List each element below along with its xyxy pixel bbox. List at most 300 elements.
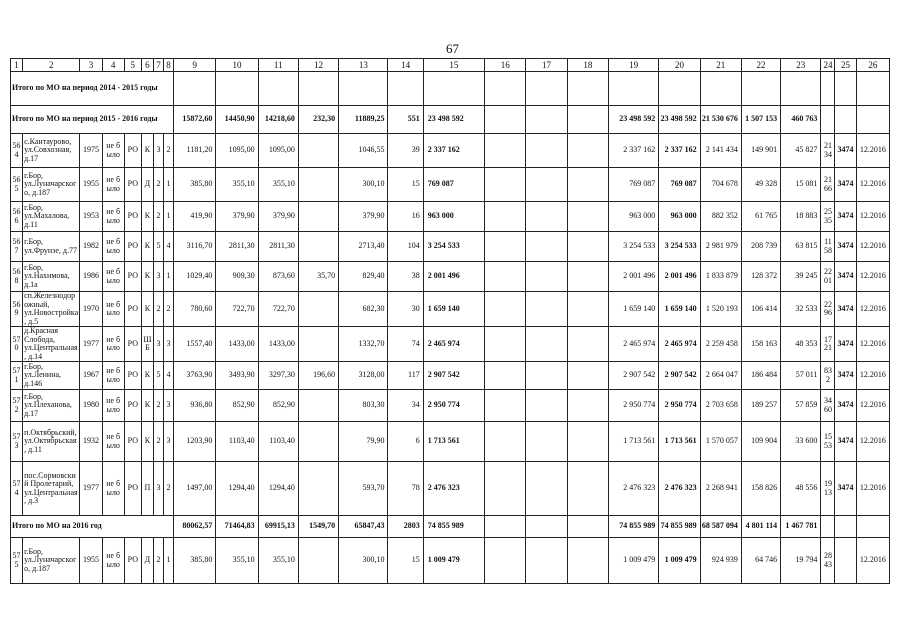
previous-repair-cell: не было — [102, 232, 124, 262]
value-c10: 1294,40 — [216, 462, 258, 516]
value-c13: 682,30 — [339, 292, 388, 327]
value-c25: 3474 — [835, 390, 856, 422]
column-number-19: 19 — [608, 59, 658, 72]
table-row — [11, 422, 890, 462]
value-c11: 3297,30 — [258, 362, 298, 390]
column-number-15: 15 — [423, 59, 484, 72]
value-c21: 882 352 — [700, 202, 741, 232]
empty-c16 — [485, 422, 526, 462]
value-c12 — [298, 422, 338, 462]
wall-material-cell: К — [141, 390, 153, 422]
address-cell: г.Бор, ул.Нахимова, д.1а — [23, 262, 80, 292]
value-c19: 2 476 323 — [608, 462, 658, 516]
management-cell: РО — [124, 134, 141, 168]
entrances-cell: 2 — [164, 292, 174, 327]
value-c9: 3763,90 — [174, 362, 216, 390]
previous-repair-cell: не было — [102, 538, 124, 584]
value-c9: 936,80 — [174, 390, 216, 422]
empty-c18 — [567, 390, 608, 422]
empty-c25 — [835, 106, 856, 134]
value-c23: 48 556 — [781, 462, 821, 516]
value-c9: 385,80 — [174, 168, 216, 202]
previous-repair-cell: не было — [102, 362, 124, 390]
table-row — [11, 232, 890, 262]
year-cell: 1982 — [80, 232, 102, 262]
value-c21: 2 141 434 — [700, 134, 741, 168]
empty-c17 — [526, 362, 567, 390]
value-c12 — [298, 292, 338, 327]
value-c9 — [174, 72, 216, 106]
empty-c16 — [485, 72, 526, 106]
floors-cell: 3 — [153, 462, 163, 516]
row-number: 569 — [11, 292, 23, 327]
column-number-4: 4 — [102, 59, 124, 72]
column-number-17: 17 — [526, 59, 567, 72]
wall-material-cell: Д — [141, 538, 153, 584]
column-number-3: 3 — [80, 59, 102, 72]
floors-cell: 5 — [153, 362, 163, 390]
value-c20: 1 009 479 — [659, 538, 700, 584]
value-c23: 19 794 — [781, 538, 821, 584]
value-c19: 2 950 774 — [608, 390, 658, 422]
value-c12: 35,70 — [298, 262, 338, 292]
value-c21: 2 703 658 — [700, 390, 741, 422]
column-number-22: 22 — [741, 59, 780, 72]
empty-c17 — [526, 292, 567, 327]
value-c22 — [741, 72, 780, 106]
cost-total-cell: 2 001 496 — [423, 262, 484, 292]
floors-cell: 2 — [153, 168, 163, 202]
empty-c16 — [485, 516, 526, 538]
empty-c18 — [567, 202, 608, 232]
empty-c17 — [526, 422, 567, 462]
table-row — [11, 292, 890, 327]
cost-total-cell: 74 855 989 — [423, 516, 484, 538]
value-c13: 300,10 — [339, 168, 388, 202]
value-c25: 3474 — [835, 292, 856, 327]
value-c20: 3 254 533 — [659, 232, 700, 262]
value-c11: 1294,40 — [258, 462, 298, 516]
value-c13: 79,90 — [339, 422, 388, 462]
year-cell: 1986 — [80, 262, 102, 292]
value-c19: 3 254 533 — [608, 232, 658, 262]
cost-total-cell: 3 254 533 — [423, 232, 484, 262]
value-c11 — [258, 72, 298, 106]
cost-total-cell: 2 476 323 — [423, 462, 484, 516]
value-c23 — [781, 72, 821, 106]
row-number: 570 — [11, 327, 23, 362]
value-c19 — [608, 72, 658, 106]
value-c20: 769 087 — [659, 168, 700, 202]
wall-material-cell: ШБ — [141, 327, 153, 362]
empty-c18 — [567, 327, 608, 362]
value-c14: 30 — [388, 292, 423, 327]
value-c20: 1 659 140 — [659, 292, 700, 327]
cost-total-cell: 769 087 — [423, 168, 484, 202]
value-c25: 3474 — [835, 262, 856, 292]
value-c24: 2134 — [821, 134, 835, 168]
row-number: 574 — [11, 462, 23, 516]
value-c20: 2 476 323 — [659, 462, 700, 516]
empty-c26 — [856, 72, 889, 106]
value-c10: 14450,90 — [216, 106, 258, 134]
value-c21: 2 259 458 — [700, 327, 741, 362]
previous-repair-cell: не было — [102, 422, 124, 462]
value-c25: 3474 — [835, 134, 856, 168]
column-number-11: 11 — [258, 59, 298, 72]
value-c12: 1549,70 — [298, 516, 338, 538]
entrances-cell: 3 — [164, 390, 174, 422]
cost-total-cell: 1 713 561 — [423, 422, 484, 462]
value-c14: 39 — [388, 134, 423, 168]
previous-repair-cell: не было — [102, 168, 124, 202]
empty-c17 — [526, 202, 567, 232]
completion-date-cell: 12.2016 — [856, 292, 889, 327]
value-c13: 379,90 — [339, 202, 388, 232]
table-body — [11, 59, 890, 584]
floors-cell: 2 — [153, 422, 163, 462]
value-c14: 117 — [388, 362, 423, 390]
page-number: 67 — [446, 41, 459, 56]
empty-c26 — [856, 516, 889, 538]
empty-c16 — [485, 292, 526, 327]
value-c22: 4 801 114 — [741, 516, 780, 538]
value-c23: 48 353 — [781, 327, 821, 362]
value-c11: 355,10 — [258, 168, 298, 202]
address-cell: п.Октябрьский, ул.Октябрьская, д.11 — [23, 422, 80, 462]
empty-c16 — [485, 362, 526, 390]
value-c10: 2811,30 — [216, 232, 258, 262]
value-c23: 57 859 — [781, 390, 821, 422]
value-c21: 2 664 047 — [700, 362, 741, 390]
value-c24: 2296 — [821, 292, 835, 327]
empty-c18 — [567, 168, 608, 202]
cost-total-cell: 1 659 140 — [423, 292, 484, 327]
entrances-cell: 1 — [164, 168, 174, 202]
column-number-14: 14 — [388, 59, 423, 72]
cost-total-cell: 1 009 479 — [423, 538, 484, 584]
value-c21: 704 678 — [700, 168, 741, 202]
empty-c16 — [485, 538, 526, 584]
value-c20: 1 713 561 — [659, 422, 700, 462]
value-c13: 3128,00 — [339, 362, 388, 390]
value-c11: 1103,40 — [258, 422, 298, 462]
value-c10: 71464,83 — [216, 516, 258, 538]
value-c14: 15 — [388, 538, 423, 584]
completion-date-cell: 12.2016 — [856, 262, 889, 292]
empty-c18 — [567, 516, 608, 538]
value-c13: 2713,40 — [339, 232, 388, 262]
value-c20: 74 855 989 — [659, 516, 700, 538]
value-c22: 149 901 — [741, 134, 780, 168]
management-cell: РО — [124, 362, 141, 390]
empty-c18 — [567, 422, 608, 462]
value-c25: 3474 — [835, 422, 856, 462]
value-c25: 3474 — [835, 462, 856, 516]
entrances-cell: 3 — [164, 422, 174, 462]
value-c12 — [298, 390, 338, 422]
management-cell: РО — [124, 538, 141, 584]
year-cell: 1967 — [80, 362, 102, 390]
empty-c18 — [567, 72, 608, 106]
value-c22: 1 507 153 — [741, 106, 780, 134]
wall-material-cell: Д — [141, 168, 153, 202]
value-c20: 2 950 774 — [659, 390, 700, 422]
value-c12 — [298, 168, 338, 202]
value-c9: 419,90 — [174, 202, 216, 232]
year-cell: 1955 — [80, 538, 102, 584]
value-c9: 1203,90 — [174, 422, 216, 462]
year-cell: 1975 — [80, 134, 102, 168]
column-number-7: 7 — [153, 59, 163, 72]
empty-c17 — [526, 106, 567, 134]
address-cell: с.Кантауровo, ул.Совхозная, д.17 — [23, 134, 80, 168]
value-c10: 1433,00 — [216, 327, 258, 362]
empty-c17 — [526, 262, 567, 292]
value-c9: 385,80 — [174, 538, 216, 584]
year-cell: 1980 — [80, 390, 102, 422]
value-c12 — [298, 327, 338, 362]
value-c11: 379,90 — [258, 202, 298, 232]
entrances-cell: 4 — [164, 232, 174, 262]
value-c21: 2 268 941 — [700, 462, 741, 516]
value-c21 — [700, 72, 741, 106]
empty-c17 — [526, 390, 567, 422]
value-c9: 780,60 — [174, 292, 216, 327]
column-number-2: 2 — [23, 59, 80, 72]
table-row — [11, 262, 890, 292]
value-c19: 74 855 989 — [608, 516, 658, 538]
previous-repair-cell: не было — [102, 390, 124, 422]
empty-c16 — [485, 462, 526, 516]
value-c21: 2 981 979 — [700, 232, 741, 262]
previous-repair-cell: не было — [102, 462, 124, 516]
value-c14: 2803 — [388, 516, 423, 538]
value-c25: 3474 — [835, 327, 856, 362]
value-c19: 2 465 974 — [608, 327, 658, 362]
value-c12 — [298, 462, 338, 516]
value-c14: 16 — [388, 202, 423, 232]
value-c22: 208 739 — [741, 232, 780, 262]
value-c22: 109 904 — [741, 422, 780, 462]
value-c20: 963 000 — [659, 202, 700, 232]
value-c22: 158 826 — [741, 462, 780, 516]
value-c14: 15 — [388, 168, 423, 202]
value-c10: 909,30 — [216, 262, 258, 292]
empty-c16 — [485, 168, 526, 202]
management-cell: РО — [124, 262, 141, 292]
value-c23: 45 827 — [781, 134, 821, 168]
previous-repair-cell: не было — [102, 327, 124, 362]
value-c14: 104 — [388, 232, 423, 262]
value-c14: 74 — [388, 327, 423, 362]
value-c23: 460 763 — [781, 106, 821, 134]
value-c25 — [835, 538, 856, 584]
entrances-cell: 3 — [164, 327, 174, 362]
value-c10: 722,70 — [216, 292, 258, 327]
value-c9: 15872,60 — [174, 106, 216, 134]
entrances-cell: 2 — [164, 134, 174, 168]
value-c22: 186 484 — [741, 362, 780, 390]
value-c10: 355,10 — [216, 538, 258, 584]
value-c11: 1433,00 — [258, 327, 298, 362]
value-c24: 2535 — [821, 202, 835, 232]
value-c25: 3474 — [835, 168, 856, 202]
value-c21: 1 833 879 — [700, 262, 741, 292]
value-c19: 1 659 140 — [608, 292, 658, 327]
total-row — [11, 106, 890, 134]
value-c11: 1095,00 — [258, 134, 298, 168]
entrances-cell: 1 — [164, 262, 174, 292]
completion-date-cell: 12.2016 — [856, 232, 889, 262]
total-label: Итого по МО на период 2014 - 2015 годы — [11, 72, 174, 106]
value-c19: 23 498 592 — [608, 106, 658, 134]
value-c20: 23 498 592 — [659, 106, 700, 134]
empty-c18 — [567, 232, 608, 262]
value-c24: 1913 — [821, 462, 835, 516]
management-cell: РО — [124, 232, 141, 262]
column-number-18: 18 — [567, 59, 608, 72]
completion-date-cell: 12.2016 — [856, 327, 889, 362]
value-c23: 33 600 — [781, 422, 821, 462]
floors-cell: 3 — [153, 262, 163, 292]
row-number: 566 — [11, 202, 23, 232]
column-number-8: 8 — [164, 59, 174, 72]
total-label: Итого по МО на 2016 год — [11, 516, 174, 538]
completion-date-cell: 12.2016 — [856, 168, 889, 202]
table-row — [11, 462, 890, 516]
cost-total-cell: 2 465 974 — [423, 327, 484, 362]
column-number-9: 9 — [174, 59, 216, 72]
value-c13: 300,10 — [339, 538, 388, 584]
empty-c18 — [567, 134, 608, 168]
value-c10: 379,90 — [216, 202, 258, 232]
value-c19: 2 337 162 — [608, 134, 658, 168]
row-number: 573 — [11, 422, 23, 462]
value-c23: 15 081 — [781, 168, 821, 202]
cost-total-cell — [423, 72, 484, 106]
empty-c24 — [821, 72, 835, 106]
empty-c26 — [856, 106, 889, 134]
wall-material-cell: П — [141, 462, 153, 516]
value-c19: 963 000 — [608, 202, 658, 232]
empty-c25 — [835, 72, 856, 106]
empty-c17 — [526, 516, 567, 538]
value-c21: 924 939 — [700, 538, 741, 584]
empty-c17 — [526, 327, 567, 362]
value-c12 — [298, 232, 338, 262]
management-cell: РО — [124, 168, 141, 202]
value-c24: 832 — [821, 362, 835, 390]
floors-cell: 3 — [153, 134, 163, 168]
cost-total-cell: 2 907 542 — [423, 362, 484, 390]
value-c22: 189 257 — [741, 390, 780, 422]
empty-c16 — [485, 262, 526, 292]
value-c13: 593,70 — [339, 462, 388, 516]
empty-c16 — [485, 202, 526, 232]
value-c21: 68 587 094 — [700, 516, 741, 538]
address-cell: г.Бор, ул.Луначарского, д.187 — [23, 168, 80, 202]
empty-c17 — [526, 168, 567, 202]
value-c23: 39 245 — [781, 262, 821, 292]
column-number-25: 25 — [835, 59, 856, 72]
value-c25: 3474 — [835, 202, 856, 232]
value-c20 — [659, 72, 700, 106]
value-c13 — [339, 72, 388, 106]
address-program-table — [10, 58, 890, 584]
year-cell: 1977 — [80, 327, 102, 362]
management-cell: РО — [124, 292, 141, 327]
empty-c18 — [567, 538, 608, 584]
table-row — [11, 538, 890, 584]
entrances-cell: 4 — [164, 362, 174, 390]
empty-c17 — [526, 462, 567, 516]
table-row — [11, 168, 890, 202]
value-c20: 2 907 542 — [659, 362, 700, 390]
empty-c16 — [485, 232, 526, 262]
value-c22: 106 414 — [741, 292, 780, 327]
value-c13: 1046,55 — [339, 134, 388, 168]
completion-date-cell: 12.2016 — [856, 462, 889, 516]
management-cell: РО — [124, 462, 141, 516]
empty-c24 — [821, 516, 835, 538]
value-c24: 1158 — [821, 232, 835, 262]
value-c12 — [298, 72, 338, 106]
empty-c16 — [485, 327, 526, 362]
empty-c16 — [485, 106, 526, 134]
year-cell: 1932 — [80, 422, 102, 462]
value-c12: 196,60 — [298, 362, 338, 390]
value-c10: 1095,00 — [216, 134, 258, 168]
value-c12: 232,30 — [298, 106, 338, 134]
value-c23: 63 815 — [781, 232, 821, 262]
empty-c17 — [526, 232, 567, 262]
row-number: 571 — [11, 362, 23, 390]
value-c13: 11889,25 — [339, 106, 388, 134]
value-c23: 57 011 — [781, 362, 821, 390]
value-c22: 61 765 — [741, 202, 780, 232]
wall-material-cell: К — [141, 422, 153, 462]
column-number-row — [11, 59, 890, 72]
value-c22: 64 746 — [741, 538, 780, 584]
value-c10: 1103,40 — [216, 422, 258, 462]
completion-date-cell: 12.2016 — [856, 538, 889, 584]
value-c9: 1181,20 — [174, 134, 216, 168]
value-c14 — [388, 72, 423, 106]
value-c21: 21 530 676 — [700, 106, 741, 134]
completion-date-cell: 12.2016 — [856, 422, 889, 462]
previous-repair-cell: не было — [102, 202, 124, 232]
empty-c18 — [567, 462, 608, 516]
column-number-16: 16 — [485, 59, 526, 72]
address-cell: д.Красная Слобода, ул.Центральная, д.14 — [23, 327, 80, 362]
wall-material-cell: К — [141, 134, 153, 168]
address-cell: сп.Железнодорожный, ул.Новостройка, д.5 — [24, 291, 79, 326]
previous-repair-cell: не было — [102, 262, 124, 292]
value-c19: 2 907 542 — [608, 362, 658, 390]
address-cell: г.Бор, ул.Махалова, д.11 — [23, 202, 80, 232]
column-number-21: 21 — [700, 59, 741, 72]
table-row — [11, 134, 890, 168]
value-c20: 2 001 496 — [659, 262, 700, 292]
value-c11: 852,90 — [258, 390, 298, 422]
value-c11: 355,10 — [258, 538, 298, 584]
value-c24: 1553 — [821, 422, 835, 462]
value-c13: 1332,70 — [339, 327, 388, 362]
wall-material-cell: К — [141, 362, 153, 390]
value-c9: 1029,40 — [174, 262, 216, 292]
empty-c16 — [485, 134, 526, 168]
